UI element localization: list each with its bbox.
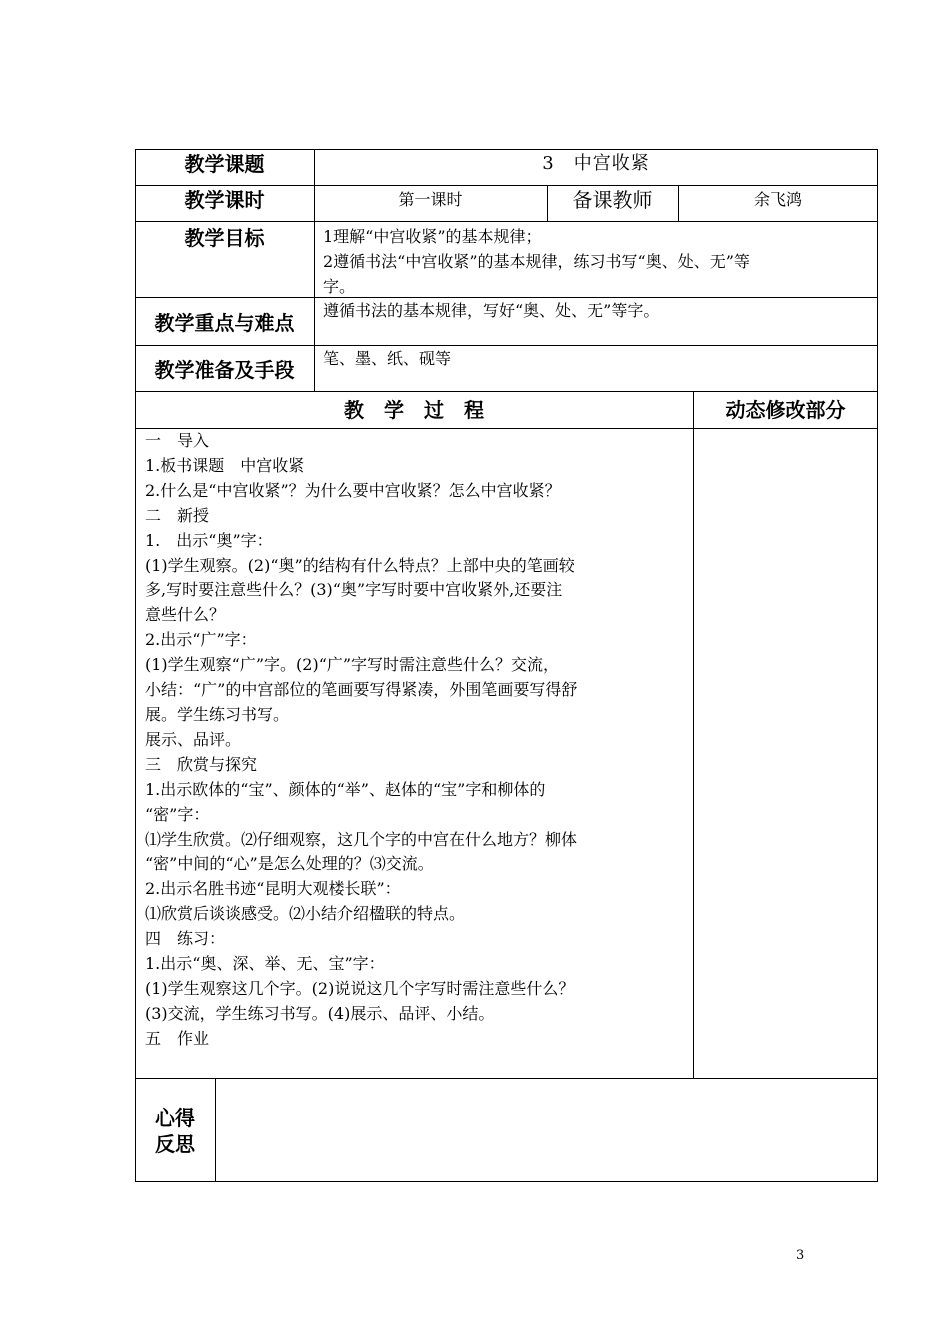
goal-line: 字。 bbox=[323, 276, 356, 296]
process-line: (1)学生观察这几个字。(2)说说这几个字写时需注意些什么？ bbox=[145, 978, 575, 998]
goal-line: 2遵循书法“中宫收紧”的基本规律，练习书写“奥、处、无”等 bbox=[323, 251, 750, 271]
page-number: 3 bbox=[796, 1248, 805, 1263]
period-label: 教学课时 bbox=[184, 188, 265, 212]
key-value: 遵循书法的基本规律，写好“奥、处、无”等字。 bbox=[323, 301, 660, 320]
topic-value: 3 中宫收紧 bbox=[542, 153, 650, 174]
row-divider bbox=[135, 1078, 878, 1079]
prep-label: 教学准备及手段 bbox=[154, 358, 295, 382]
col-divider bbox=[314, 149, 315, 391]
goal-line: 1理解“中宫收紧”的基本规律； bbox=[323, 227, 542, 246]
topic-label: 教学课题 bbox=[184, 152, 265, 176]
period-value: 第一课时 bbox=[398, 190, 463, 209]
process-line: 展。学生练习书写。 bbox=[145, 704, 290, 724]
process-line: 1.出示“奥、深、举、无、宝”字： bbox=[145, 954, 385, 974]
process-line: 一 导入 bbox=[145, 431, 210, 450]
process-line: 1.出示欧体的“宝”、颜体的“举”、赵体的“宝”字和柳体的 bbox=[145, 779, 546, 799]
goal-text bbox=[323, 225, 750, 300]
teacher-label: 备课教师 bbox=[572, 188, 653, 212]
process-line: (1)学生观察“广”字。(2)“广”字写时需注意些什么？交流， bbox=[145, 655, 560, 675]
goal-label: 教学目标 bbox=[184, 226, 265, 250]
dynamic-section-title: 动态修改部分 bbox=[725, 398, 846, 422]
process-line: 二 新授 bbox=[145, 505, 210, 525]
process-title: 教 学 过 程 bbox=[344, 398, 484, 422]
process-line: 多,写时要注意些什么？(3)“奥”字写时要中宫收紧外,还要注 bbox=[145, 580, 563, 600]
row-divider bbox=[135, 221, 878, 222]
reflection-label-line: 心得 bbox=[155, 1106, 195, 1130]
process-line: 小结：“广”的中宫部位的笔画要写得紧凑，外围笔画要写得舒 bbox=[145, 680, 578, 700]
process-content bbox=[145, 429, 577, 1052]
row-divider bbox=[135, 391, 878, 392]
process-line: 五 作业 bbox=[145, 1028, 210, 1048]
process-line: 2.出示名胜书迹“昆明大观楼长联”： bbox=[145, 879, 401, 899]
process-line: “密”中间的“心”是怎么处理的？⑶交流。 bbox=[145, 854, 434, 874]
process-line: 展示、品评。 bbox=[145, 729, 242, 749]
process-line: “密”字： bbox=[145, 804, 210, 824]
key-label: 教学重点与难点 bbox=[154, 311, 295, 335]
process-line: (1)学生观察。(2)“奥”的结构有什么特点？上部中央的笔画较 bbox=[145, 555, 575, 575]
process-line: 四 练习： bbox=[145, 929, 226, 949]
process-line: ⑴学生欣赏。⑵仔细观察，这几个字的中宫在什么地方？柳体 bbox=[145, 829, 578, 849]
teacher-value: 余飞鸿 bbox=[753, 190, 802, 209]
row-divider bbox=[135, 345, 878, 346]
prep-value: 笔、墨、纸、砚等 bbox=[323, 349, 452, 368]
col-divider bbox=[693, 391, 694, 1078]
reflection-label-line: 反思 bbox=[155, 1132, 195, 1156]
process-line: 2.出示“广”字： bbox=[145, 630, 257, 650]
process-line: ⑴欣赏后谈谈感受。⑵小结介绍楹联的特点。 bbox=[145, 904, 466, 924]
process-line: 意些什么？ bbox=[145, 605, 226, 625]
row-divider bbox=[135, 185, 878, 186]
process-line: (3)交流，学生练习书写。(4)展示、品评、小结。 bbox=[145, 1003, 495, 1023]
process-line: 1. 出示“奥”字： bbox=[145, 530, 273, 550]
col-divider bbox=[215, 1078, 216, 1182]
process-line: 三 欣赏与探究 bbox=[145, 754, 258, 774]
process-line: 2.什么是“中宫收紧”？为什么要中宫收紧？怎么中宫收紧？ bbox=[145, 480, 561, 500]
reflection-label bbox=[135, 1105, 215, 1157]
process-line: 1.板书课题 中宫收紧 bbox=[145, 455, 305, 475]
